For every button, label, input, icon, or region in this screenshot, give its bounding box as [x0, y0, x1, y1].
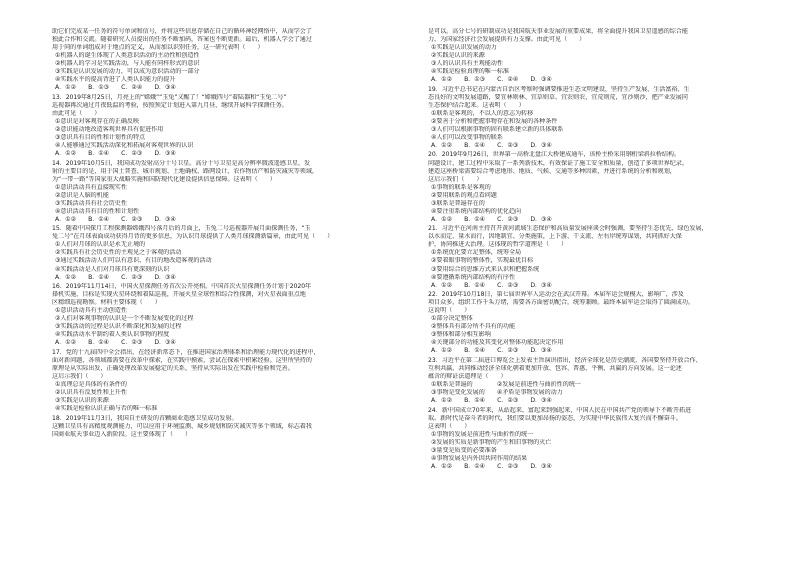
question-text: 项目众多，组织工作千头万绪，需要各方面密切配合，统筹兼顾。最终本届军运会取得了圆满成功。 [428, 299, 694, 307]
answer-choices: A．①② B．①④ C．②③ D．③④ [55, 215, 176, 223]
question-text: 兔二号”在月球表面成功获得月背的更多信息，为认识月球提供了人类月球探测新篇章，由此可见（ ） [52, 233, 334, 241]
question-text: 助它们完成某一任务的符号单词和信号，并将这些信息存储在自己的循环神经网络中，从而学会了 [52, 28, 312, 35]
statement-option: ③事物是变化发展的 ④矛盾是事物发展的动力 [431, 389, 563, 397]
question-text: 面对新问题，各领域都需要在改革中探索，在实践中摸索，尝试在探索中积累经验。这里所坚持的 [52, 356, 312, 364]
statement-option: ③实践是认识的来源 [55, 397, 109, 405]
question-text: 这表明（ ） [428, 422, 471, 430]
left-column [52, 28, 397, 558]
statement-option: ④人们可以改变事物的联系 [431, 134, 503, 141]
statement-option: ①实践是认识发展的动力 [431, 44, 497, 52]
answer-choices: A．①② B．①③ C．②④ D．③④ [431, 76, 552, 84]
question-text: 为“一带一路”等国家重大战略实施和国防现代化建设提供信息保障。这表明（ ） [52, 175, 276, 183]
statement-option: ③量变是质变的必要准备 [431, 446, 497, 454]
question-text: 蕴含的辩证法道理是（ ） [428, 372, 507, 380]
question-stem: 13．2019年8月25日，月亮上的“嫦娥”“玉兔”又醒了！“嫦娥四号”着陆器和“玉兔二号” [52, 93, 287, 101]
statement-option: ①机器人的诞生体现了人类意识活动的主动性和创造性 [55, 52, 200, 60]
statement-option: ④要注重系统内部结构的优化趋向 [431, 207, 522, 215]
question-text: 射的主要目的是，用于国土普查、城市规划、土地确权、路网设计、农作物估产和防灾减灾等领域， [52, 167, 318, 175]
answer-choices: A．①② B．①④ C．②③ D．③④ [431, 462, 552, 470]
answer-choices: A．①② B．①④ C．②③ D．③④ [55, 150, 176, 158]
statement-option: ①意识活动具有直接现实性 [55, 183, 127, 191]
statement-option: ①真理总是具体的有条件的 [55, 380, 127, 388]
answer-choices: A．①② B．①③ C．②④ D．③④ [55, 84, 176, 92]
answer-choices: A．①② B．①④ C．②③ D．③④ [431, 281, 552, 289]
question-stem: 19．习近平总书记在内蒙古自治区考察时强调要推进生态文明建设，坚持生产发展、生活富裕、生 [428, 85, 690, 93]
statement-option: ③实践活动的过程是认识不断深化和发展的过程 [55, 323, 182, 331]
statement-option: ③人的认识具有主观能动性 [431, 60, 503, 68]
question-text: 独此合作和交流。随着研究人员提出的任务不断加码，答案也不断更新。最后，机器人学会了通过 [52, 36, 312, 44]
question-text: 护，协同推进大治理。这体现的哲学道理是（ ） [428, 241, 568, 249]
statement-option: ④意识活动具有目的性和计划性 [55, 207, 139, 215]
statement-option: ④实践是检验真理的唯一标准 [431, 68, 509, 76]
answer-choices: A．①② B．①④ C．②③ D．③④ [431, 142, 552, 150]
question-text: 是可以。高分七号的研制成功是我国航天事业发展的重要成果，将全面提升我国卫星遥感的综合能 [428, 28, 688, 35]
question-text: 取。新时代是奋斗者的时代，我们要以更加昂扬的姿态，为实现中华民族伟大复兴而不懈奋斗。 [428, 414, 682, 422]
statement-option: ④要遵循系统内部结构的有序性 [431, 273, 515, 281]
question-text: 建造这座桥梁需要综合考虑地形、地质、气候、交通等多种因素，并进行系统的分析和规划， [428, 167, 676, 175]
statement-option: ②机器人的学习是实践活动，与人能有同样形式的意识 [55, 60, 200, 68]
statement-option: ②认识具有反复性和上升性 [55, 389, 127, 397]
question-stem: 20．2019年9月26日，世界第一高桥北盘江大桥建成通车，该桥主桥采用钢桁梁斜拉桥结构。 [428, 151, 681, 159]
question-stem: 16．2019年11月14日，中国火星探测任务首次公开亮相。中国首次火星探测任务计划于2020年 [52, 283, 312, 291]
question-stem: 14．2019年10月5日，我国成功发射高分十号卫星。高分十号卫星是高分辨率微波遥感卫星，发 [52, 159, 311, 167]
statement-option: ②发展的实质是新事物的产生和旧事物的灭亡 [431, 438, 552, 446]
statement-option: ③人们可以根据事物的固有联系建立新的具体联系 [431, 125, 564, 133]
statement-option: ③联系是普遍存在的 [431, 199, 485, 207]
question-text: 由此可见（ ） [52, 109, 101, 117]
question-text: 原理是从实际出发，正确处理改革发展稳定的关系，坚持从实际出发在实践中检验和完善。 [52, 364, 294, 372]
statement-option: ①事物的发展是前进性与曲折性的统一 [431, 430, 534, 438]
answer-choices: A．①② B．①④ C．②③ D．③④ [55, 273, 176, 281]
statement-option: ①事物的联系是客观的 [431, 183, 491, 191]
question-text: 用于同的单词组成对于地点的定义，从而加以识别任务，这一研究表明（ ） [52, 44, 264, 52]
answer-choices: A．①② B．①④ C．②③ D．③④ [431, 215, 552, 223]
answer-choices: A．①② B．①④ C．②③ D．③④ [431, 397, 552, 405]
question-text: 这说明（ ） [428, 307, 471, 315]
statement-option: ③整体和部分相互影响 [431, 331, 491, 339]
statement-option: ④实践是检验认识正确与否的唯一标准 [55, 405, 158, 413]
statement-option: ③通过实践活动人们可以有意识、有目的地改造客观的活动 [55, 257, 212, 265]
statement-option: ①联系是普遍的 ②发展是前进性与曲折性的统一 [431, 380, 581, 388]
question-stem: 21．习近平在河南主持召开黄河流域生态保护和高质量发展座谈会时强调，要坚持生态优先、绿色发展， [428, 225, 708, 233]
statement-option: ④人能够通过实践活动深化和拓展对客观世界的认识 [55, 142, 194, 150]
statement-option: ①意识活动具有主动创造性 [55, 307, 127, 315]
question-text: 问题设计，建工过程中采取了一系列新技术，有效保证了施工安全和质量，创造了多项世界纪录。 [428, 159, 688, 167]
statement-option: ④实践水平的提高背进了人类认识能力的提升 [55, 76, 176, 84]
statement-option: ②要用联系的观点看问题 [431, 191, 497, 199]
question-text: 以水而定、量水而行，因地制宜、分类施策，上下游、干支流、左右岸统筹谋划，共同抓好大保 [428, 233, 682, 241]
statement-option: ②整体具有部分所不具有的功能 [431, 323, 515, 331]
right-column [428, 28, 773, 558]
question-stem: 24．新中国成立70年来，从站起来、富起来到强起来，中国人民在中国共产党的领导下不断开拓进 [428, 406, 692, 414]
question-text: 这启示我们（ ） [428, 175, 483, 183]
question-stem: 23．习近平在第二届进口博览会上发表主旨演讲指出，经济全球化是历史潮流，各国要坚持开放合作、 [428, 356, 702, 364]
statement-option: ③实践是认识发展的动力，可以成为意识活动的一部分 [55, 68, 200, 76]
question-stem: 18．2019年11月3日，我国自主研发的首颗商业遥感卫星成功发射。 [52, 414, 238, 422]
statement-option: ③意识具有目的性和计划性的特点 [55, 134, 146, 141]
question-text: 生态保护结合起来。这表明（ ） [428, 101, 525, 109]
statement-option: ②要着眼事物的整体性，实现最优目标 [431, 257, 534, 265]
statement-option: ①意识是对客观存在的正确反映 [55, 117, 139, 125]
statement-option: ④关键部分的功能及其变化对整体功能起决定作用 [431, 339, 564, 347]
question-text: 态良好的文明发展道路，要宜林则林、宜草则草、宜农则农、宜荒则荒，宜沙则沙，把产业发展同 [428, 93, 688, 101]
question-text: 这颗卫星具有高精度观测能力，可以应用于环境监测、城乡规划和防灾减灾等多个领域，标志着我 [52, 422, 312, 430]
question-stem: 17．党的十九届四中全会指出，在经济新常态下，在推进国家治理体系和治理能力现代化的进程中， [52, 348, 320, 356]
statement-option: ①人们对月球的认识是永无止境的 [55, 241, 146, 249]
statement-option: ②人们对客观事物的认识是一个不断发展变化的过程 [55, 315, 194, 323]
question-text: 择机实施，目标是实现火星环绕和着陆巡视，开展火星全球性和综合性探测，对火星表面重点地 [52, 291, 306, 299]
question-text: 巡视器再次通过月夜低温的考验，按照预定计划进入第九月昼，继续开展科学探测任务。 [52, 101, 288, 109]
answer-choices: A．①② B．①④ C．②③ D．③④ [55, 339, 176, 347]
statement-option: ②意识是人脑的机能 [55, 191, 109, 199]
statement-option: ②实践是认识的来源 [431, 52, 485, 60]
question-text: 力，为国家经济社会发展提供有力支撑。由此可见（ ） [428, 36, 586, 44]
statement-option: ③实践活动具有社会历史性 [55, 199, 127, 207]
question-text: 这启示我们（ ） [52, 372, 107, 380]
question-text: 区精细巡视勘察。材料主要体现（ ） [52, 299, 161, 307]
question-stem: 22．2019年10月18日，第七届世界军人运动会在武汉开幕。本届军运会规模大、影响广，涉及 [428, 291, 684, 299]
question-stem: 15．随着中国探月工程探测器嫦娥四号落月后的月面上，玉兔二号巡视器开展月面探测任务，“玉 [52, 225, 311, 233]
statement-option: ①部分决定整体 [431, 315, 473, 323]
statement-option: ③要用综合的思维方式来认识和把握系统 [431, 265, 540, 273]
statement-option: ④实践活动水平制约着人类认识事物的程度 [55, 331, 170, 339]
answer-choices: A．①② B．①④ C．②③ D．③④ [431, 347, 552, 355]
statement-option: ②意识能动地改造客观世界具有促进作用 [55, 125, 164, 133]
statement-option: ④事物发展是内外因共同作用的结果 [431, 454, 528, 462]
statement-option: ②实践具有社会历史性的主观见之于客观的活动 [55, 249, 182, 257]
statement-option: ①联系是客观的，不以人的意志为转移 [431, 109, 534, 117]
question-text: 国商业航天事业迈入新阶段。这主要体现了（ ） [52, 430, 192, 438]
statement-option: ①系统优化要立足整体，统筹全局 [431, 249, 522, 257]
statement-option: ④实践活动是人们对月球具有更深刻的认识 [55, 265, 170, 273]
question-text: 互利共赢，共同推动经济全球化朝着更加开放、包容、普惠、平衡、共赢的方向发展。这一论述 [428, 364, 682, 372]
statement-option: ②要善于分析和把握事物存在和发展的各种条件 [431, 117, 558, 125]
